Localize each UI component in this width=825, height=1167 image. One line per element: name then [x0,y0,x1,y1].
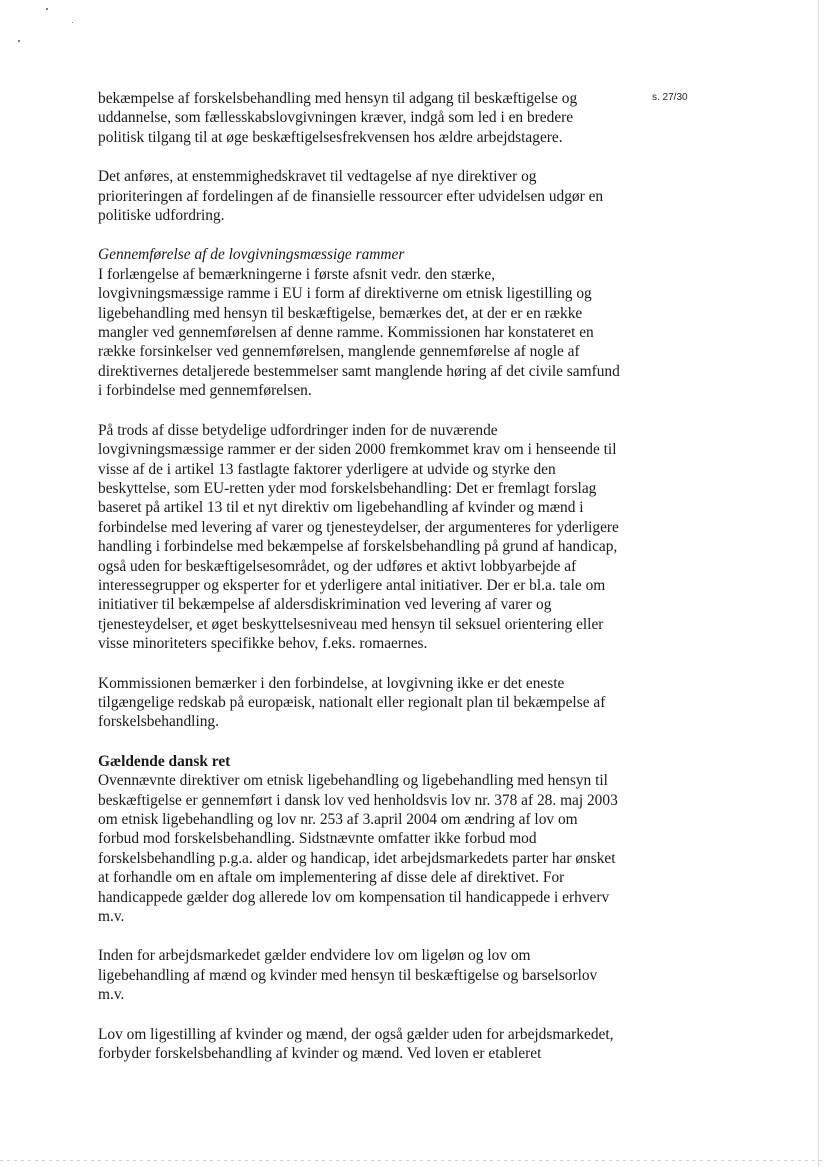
scan-speck [18,40,20,42]
scan-speck [72,22,73,23]
paragraph: Inden for arbejdsmarkedet gælder endvidere lov om ligeløn og lov om ligebehandling af mænd og kvinder med hensyn til beskæftigelse og barselsorlov m.v. [98,947,598,1004]
paragraph: Lov om ligestilling af kvinder og mænd, der også gælder uden for arbejdsmarkedet, forbyder forskelsbehandling af kvinder og mænd. Ved loven er etableret [98,1025,614,1063]
page-number: s. 27/30 [652,92,688,103]
body-text [98,89,620,1063]
paragraph: På trods af disse betydelige udfordringer inden for de nuværende lovgivningsmæssige rammer er der siden 2000 fremkommet krav om i henseende til visse af de i artikel 13 fastlagte faktorer yderligere at udvide og styrke den beskyttelse, som EU-retten yder mod forskelsbehandling: Det er fremlagt forslag baseret på artikel 13 til et nyt direktiv om ligebehandling af kvinder og mænd i forbindelse med levering af varer og tjenesteydelser, der argumenteres for yderligere handling i forbindelse med bekæmpelse af forskelsbehandling på grund af handicap, også uden for beskæftigelsesområdet, og der udføres et aktivt lobbyarbejde af interessegrupper og eksperter for et yderligere antal initiativer. Der er bl.a. tale om initiativer til bekæmpelse af aldersdiskrimination ved levering af varer og tjenesteydelser, et øget beskyttelsesniveau med hensyn til seksuel orientering eller visse minoriteters specifikke behov, f.eks. romaernes. [98,421,619,653]
paragraph: Kommissionen bemærker i den forbindelse, at lovgivning ikke er det eneste tilgængelige redskab på europæisk, nationalt eller regionalt plan til bekæmpelse af forskelsbehandling. [98,674,606,731]
paragraph: Det anføres, at enstemmighedskravet til vedtagelse af nye direktiver og prioriteringen af fordelingen af de finansielle ressourcer efter udvidelsen udgør en politiske udfordring. [98,168,604,225]
paragraph: I forlængelse af bemærkningerne i første afsnit vedr. den stærke, lovgivningsmæssige ramme i EU i form af direktiverne om etnisk ligestilling og ligebehandling med hensyn til beskæftigelse, bemærkes det, at der er en række mangler ved gennemførelsen af denne ramme. Kommissionen har konstateret en række forsinkelser ved gennemførelsen, manglende gennemførelse af nogle af direktivernes detaljerede bestemmelser samt manglende høring af det civile samfund i forbindelse med gennemførelsen. [98,265,620,400]
scan-edge-bottom [0,1160,825,1161]
paragraph: Ovennævnte direktiver om etnisk ligebehandling og ligebehandling med hensyn til beskæftigelse er gennemført i dansk lov ved henholdsvis lov nr. 378 af 28. maj 2003 om etnisk ligebehandling og lov nr. 253 af 3.april 2004 om ændring af lov om forbud mod forskelsbehandling. Sidstnævnte omfatter ikke forbud mod forskelsbehandling p.g.a. alder og handicap, idet arbejdsmarkedets parter har ønsket at forhandle om en aftale om implementering af disse dele af direktivet. For handicappede gælder dog allerede lov om kompensation til handicappede i erhverv m.v. [98,772,618,926]
paragraph: bekæmpelse af forskelsbehandling med hensyn til adgang til beskæftigelse og uddannelse, som fællesskabslovgivningen kræver, indgå som led i en bredere politisk tilgang til at øge beskæftigelsesfrekvensen hos ældre arbejdstagere. [98,90,578,146]
section-heading-bold: Gældende dansk ret [98,752,231,770]
scan-speck [46,8,48,10]
scan-edge-right [818,0,819,1167]
section-heading-italic: Gennemførelse af de lovgivningsmæssige rammer [98,246,405,264]
